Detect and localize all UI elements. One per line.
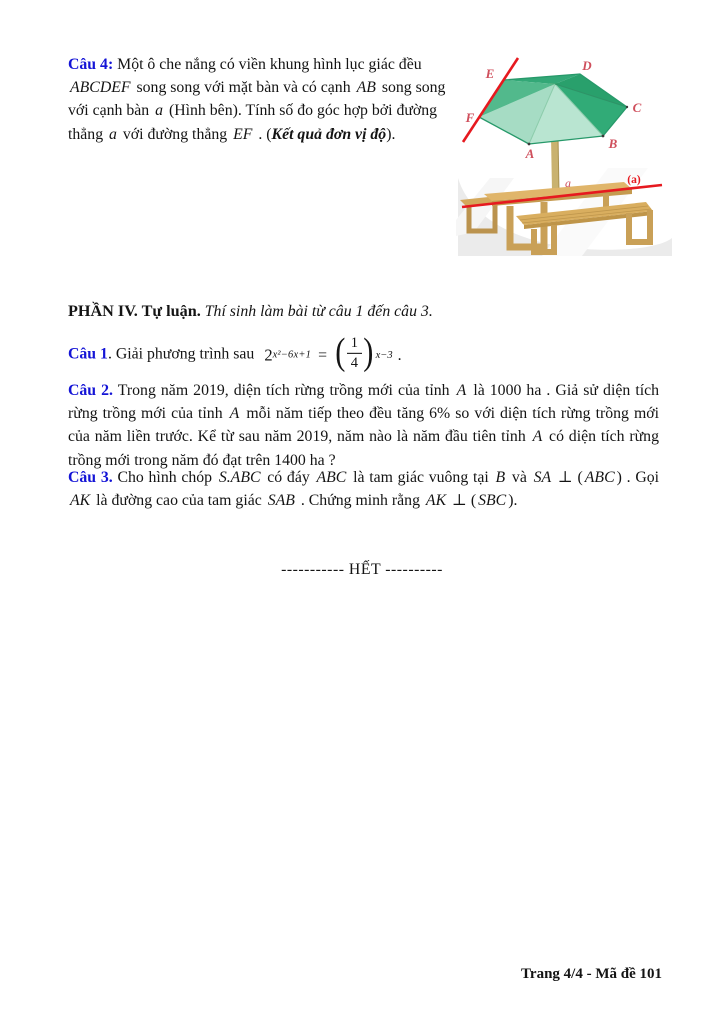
line-a-label: a [565,176,571,190]
fraction [347,335,362,371]
question-2 [68,379,659,472]
fraction-denominator: 4 [350,354,358,371]
math-var: AB [356,79,376,97]
fraction-numerator: 1 [347,335,362,354]
text-run: mỗi năm tiếp theo đều tăng 6% so với diện tích rừng trồng mới của năm liền trước. Kể từ sau năm 2019, năm nào là năm đầu tiên tỉnh [68,405,659,446]
text-run: (Hình bên). Tính số đo góc hợp bởi đường thẳng [68,102,438,143]
equation-exponent-right: x−3 [375,349,393,361]
math-var: B [495,469,506,486]
math-var: a [109,125,117,143]
equals-sign: = [318,346,328,364]
question-1 [68,331,688,379]
math-var: S.ABC [218,469,261,486]
text-run: là 1000 ha . Giả sử diện tích rừng trồng mới của tỉnh [68,382,660,423]
vertex-label-C: C [632,100,642,115]
text-run: và [507,469,532,486]
end-marker: ----------- HẾT ---------- [281,561,443,578]
question-2-label: Câu 2. [68,382,114,399]
text-run: ⊥ ( [553,469,583,486]
vertex-label-F: F [465,110,475,125]
text-run: là tam giác vuông tại [348,469,494,486]
umbrella-table-illustration [456,50,674,256]
page-footer: Trang 4/4 - Mã đề 101 [521,966,662,982]
text-run: có đáy [262,469,315,486]
line-a-paren-label: (a) [627,174,641,186]
equation: 2x²−6x+1 = ( $\frac{1}{4}$ ) x−3 . [264,331,402,373]
vertex-label-D: D [582,58,592,73]
text-run: song song với cạnh bàn [68,79,446,120]
text-run: ). [386,125,396,143]
equation-base: 2 [264,345,273,365]
math-var: a [155,102,164,120]
text-run: ⊥ ( [448,492,477,510]
question-3 [68,466,659,512]
text-run: là đường cao của tam giác [92,492,266,510]
vertex-label-A: A [525,146,535,161]
math-var: EF [233,125,253,143]
figure-umbrella-table [456,50,674,256]
part-4-heading [68,300,668,323]
equation-exponent-left: x²−6x+1 [272,349,312,361]
part-4-heading-bold: PHẦN IV. Tự luận. [68,302,201,320]
math-var: AK [425,492,447,510]
question-4 [68,53,466,146]
text-run: song song với mặt bàn và có cạnh [132,79,355,97]
vertex-label-B: B [608,136,618,151]
math-var: ABC [316,469,347,486]
math-var: ABC [584,469,615,486]
math-var: ABCDEF [70,79,131,97]
text-run: Trong năm 2019, diện tích rừng trồng mới của tỉnh [113,382,455,399]
part-4-heading-italic: Thí sinh làm bài từ câu 1 đến câu 3. [200,303,433,320]
math-var: SBC [478,492,507,510]
text-run: ) . Gọi [616,469,660,486]
text-run: với đường thẳng [118,125,232,143]
math-var: SA [533,469,552,486]
math-var: AK [70,492,91,510]
math-var: A [229,405,240,423]
text-run: . ( [254,125,272,143]
math-var: A [532,428,543,446]
text-run: Một ô che nắng có viền khung hình lục giác đều [113,56,422,73]
math-var: A [456,382,467,399]
text-run: Cho hình chóp [112,469,217,486]
text-run: . [107,345,112,363]
question-1-label: Câu 1 [68,345,108,363]
text-run: có diện tích rừng trồng mới trong năm đó đạt trên 1400 ha ? [68,428,659,469]
text-run: ). [508,492,518,510]
math-var: SAB [267,492,295,510]
question-3-label: Câu 3. [68,469,113,486]
question-4-label: Câu 4: [68,56,114,73]
vertex-label-E: E [485,66,495,81]
equation-period: . [397,346,402,364]
question-4-note: Kết quả đơn vị độ [271,125,387,143]
text-run: Giải phương trình sau [111,345,255,363]
text-run: . Chứng minh rằng [296,492,424,510]
